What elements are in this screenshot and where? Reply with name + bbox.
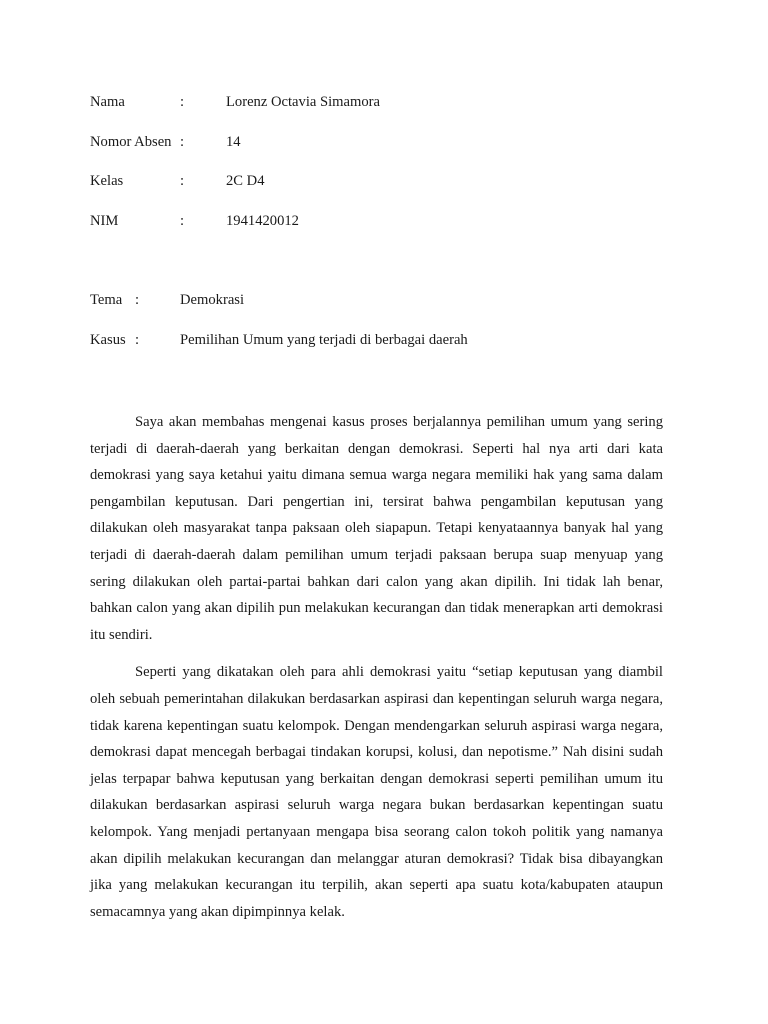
- field-value: 2C D4: [226, 173, 265, 189]
- field-label: Kelas: [90, 173, 124, 189]
- field-label: Kasus: [90, 332, 126, 348]
- field-colon: :: [180, 134, 185, 150]
- field-label: Tema: [90, 292, 123, 308]
- paragraph: Seperti yang dikatakan oleh para ahli demokrasi yaitu “setiap keputusan yang diambil oleh sebuah pemerintahan dilakukan berdasarkan aspirasi dan kepentingan seluruh warga negara, tidak karena kepentingan suatu kelompok. Dengan mendengarkan seluruh aspirasi warga negara, demokrasi dapat mencegah berbagai tindakan korupsi, kolusi, dan nepotisme.” Nah disini sudah jelas terpapar bahwa keputusan yang berkaitan dengan demokrasi seperti pemilihan umum itu dilakukan berdasarkan aspirasi seluruh warga negara bukan berdasarkan kepentingan suatu kelompok. Yang menjadi pertanyaan mengapa bisa seorang calon tokoh politik yang namanya akan dipilih melakukan kecurangan dan melanggar aturan demokrasi? Tidak bisa dibayangkan jika yang melakukan kecurangan itu terpilih, akan seperti apa suatu kota/kabupaten ataupun semacamnya yang akan dipimpinnya kelak.: [90, 664, 663, 920]
- field-value: 1941420012: [226, 213, 299, 229]
- field-colon: :: [180, 213, 185, 229]
- field-label: Nomor Absen: [90, 134, 172, 150]
- field-label: Nama: [90, 94, 125, 110]
- essay-body: [90, 409, 663, 936]
- field-label: NIM: [90, 213, 119, 229]
- field-value: Pemilihan Umum yang terjadi di berbagai daerah: [180, 332, 468, 348]
- field-colon: :: [135, 292, 140, 308]
- field-value: Lorenz Octavia Simamora: [226, 94, 380, 110]
- field-value: 14: [226, 134, 241, 150]
- field-colon: :: [135, 332, 140, 348]
- paragraph: Saya akan membahas mengenai kasus proses berjalannya pemilihan umum yang sering terjadi di daerah-daerah yang berkaitan dengan demokrasi. Seperti hal nya arti dari kata demokrasi yang saya ketahui yaitu dimana semua warga negara memiliki hak yang sama dalam pengambilan keputusan. Dari pengertian ini, tersirat bahwa pengambilan keputusan yang dilakukan oleh masyarakat tanpa paksaan oleh siapapun. Tetapi kenyataannya banyak hal yang terjadi di daerah-daerah dalam pemilihan umum terjadi paksaan berupa suap menyuap yang sering dilakukan oleh partai-partai bahkan dari calon yang akan dipilih. Ini tidak lah benar, bahkan calon yang akan dipilih pun melakukan kecurangan dan tidak menerapkan arti demokrasi itu sendiri.: [90, 414, 663, 643]
- field-value: Demokrasi: [180, 292, 245, 308]
- field-colon: :: [180, 173, 185, 189]
- field-colon: :: [180, 94, 185, 110]
